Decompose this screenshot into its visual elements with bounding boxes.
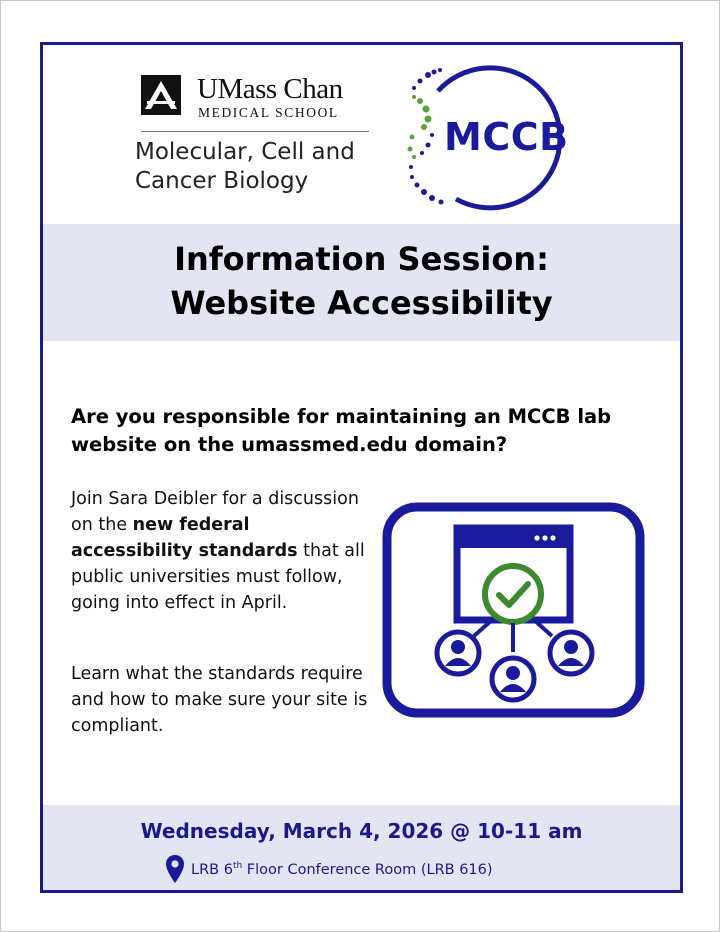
question-heading: Are you responsible for maintaining an MCCB lab website on the umassmed.edu domain? — [71, 405, 612, 456]
department-name — [135, 138, 395, 196]
title-line-2: Website Accessibility — [170, 284, 553, 322]
logo-divider — [141, 131, 369, 132]
event-details-band — [43, 805, 680, 890]
title-line-1: Information Session: — [174, 240, 549, 278]
description-emphasis: new federal accessibility standards — [71, 515, 298, 561]
event-date-time: Wednesday, March 4, 2026 @ 10-11 am — [140, 819, 583, 843]
title-band — [43, 224, 680, 341]
location-suffix: Floor Conference Room (LRB 616) — [242, 861, 493, 878]
learn-paragraph: Learn what the standards require and how to make sure your site is compliant. — [71, 664, 368, 736]
description-paragraph — [71, 486, 371, 616]
website-accessibility-icon — [382, 502, 645, 718]
university-name: UMass Chan — [197, 73, 343, 105]
department-line-2: Cancer Biology — [135, 168, 309, 194]
umass-shield-icon — [141, 75, 181, 115]
location-prefix: LRB 6 — [191, 861, 233, 878]
description-text-2: that all public universities must follow, going into effect in April. — [71, 541, 365, 613]
mccb-logo — [398, 57, 598, 213]
mccb-logo-text: MCCB — [444, 115, 569, 159]
map-pin-icon — [165, 854, 185, 884]
description-text-1: Join Sara Deibler for a discussion on the — [71, 489, 359, 535]
department-line-1: Molecular, Cell and — [135, 139, 355, 165]
location-ordinal: th — [232, 860, 243, 871]
flyer — [40, 42, 683, 893]
location-text — [191, 861, 493, 878]
university-subtitle: MEDICAL SCHOOL — [198, 105, 339, 120]
event-location — [165, 854, 493, 884]
